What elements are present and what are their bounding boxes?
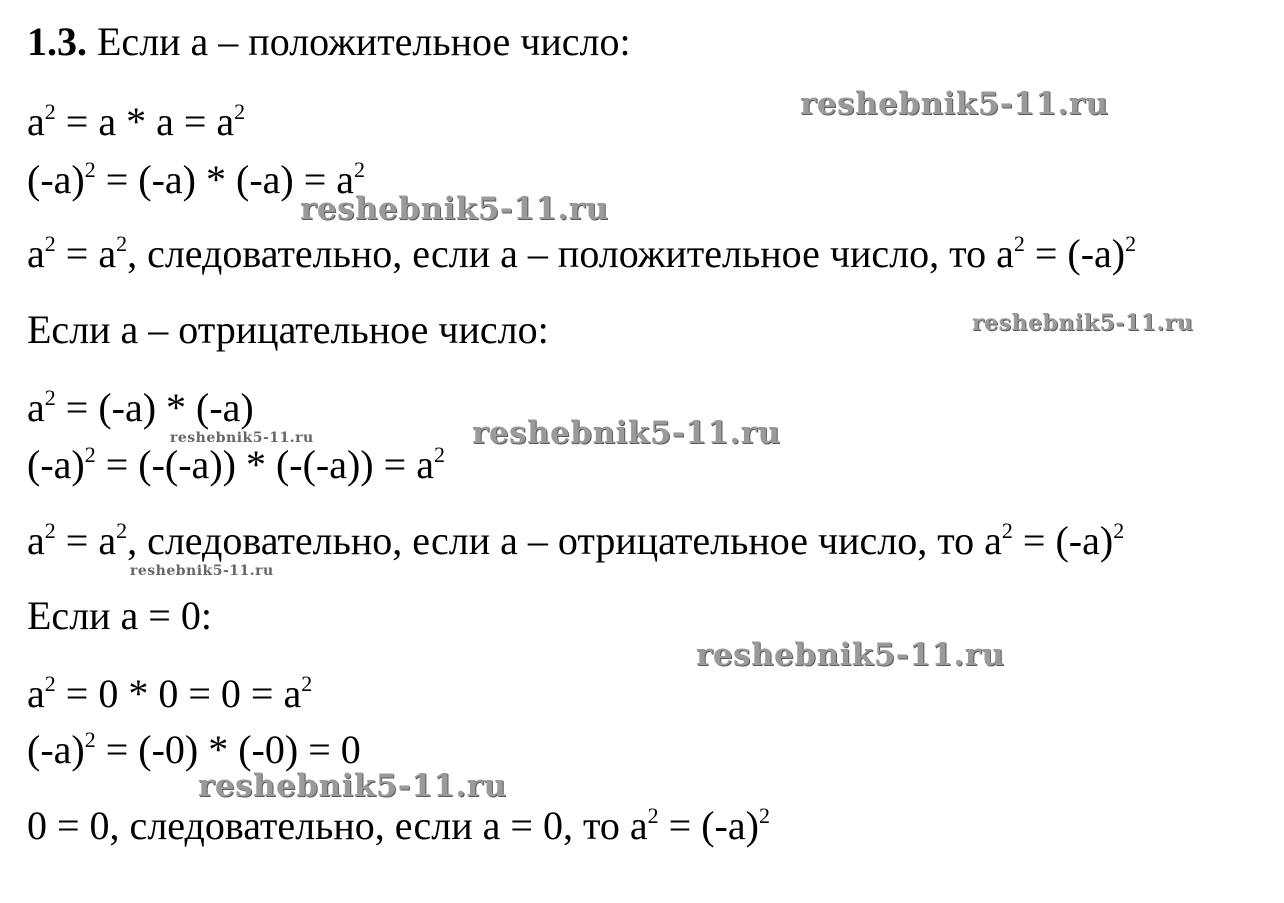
negative-line-2: $(-a)^2 = (-(-a)) * (-(-a)) = a^2$ bbox=[27, 442, 445, 487]
zero-heading: Если a = 0: bbox=[27, 593, 212, 638]
problem-number: 1.3. bbox=[27, 19, 87, 64]
watermark: reshebnik5-11.ru bbox=[130, 563, 274, 579]
watermark: reshebnik5-11.ru bbox=[972, 310, 1194, 336]
problem-heading bbox=[27, 19, 631, 64]
watermark: reshebnik5-11.ru bbox=[198, 768, 507, 804]
positive-conclusion: $a^2 = a^2$, следовательно, если a – положительное число, то $a^2 = (-a)^2$ bbox=[27, 231, 1137, 276]
problem-intro: Если a – положительное число: bbox=[87, 19, 631, 64]
watermark: reshebnik5-11.ru bbox=[800, 86, 1109, 122]
negative-line-1: $a^2 = (-a) * (-a)$ bbox=[27, 385, 254, 430]
watermark: reshebnik5-11.ru bbox=[696, 637, 1005, 673]
negative-heading: Если a – отрицательное число: bbox=[27, 307, 549, 352]
watermark: reshebnik5-11.ru bbox=[300, 191, 609, 227]
watermark: reshebnik5-11.ru bbox=[472, 415, 781, 451]
zero-line-2: $(-a)^2 = (-0) * (-0) = 0$ bbox=[27, 727, 361, 772]
positive-line-2: $(-a)^2 = (-a) * (-a) = a^2$ bbox=[27, 157, 366, 202]
watermark: reshebnik5-11.ru bbox=[170, 430, 314, 446]
zero-line-1: $a^2 = 0 * 0 = 0 = a^2$ bbox=[27, 671, 313, 716]
zero-conclusion: 0 = 0, следовательно, если a = 0, то $a^2 = (-a)^2$ bbox=[27, 803, 770, 848]
negative-conclusion: $a^2 = a^2$, следовательно, если a – отрицательное число, то $a^2 = (-a)^2$ bbox=[27, 518, 1125, 563]
positive-line-1: $a^2 = a * a = a^2$ bbox=[27, 99, 246, 144]
